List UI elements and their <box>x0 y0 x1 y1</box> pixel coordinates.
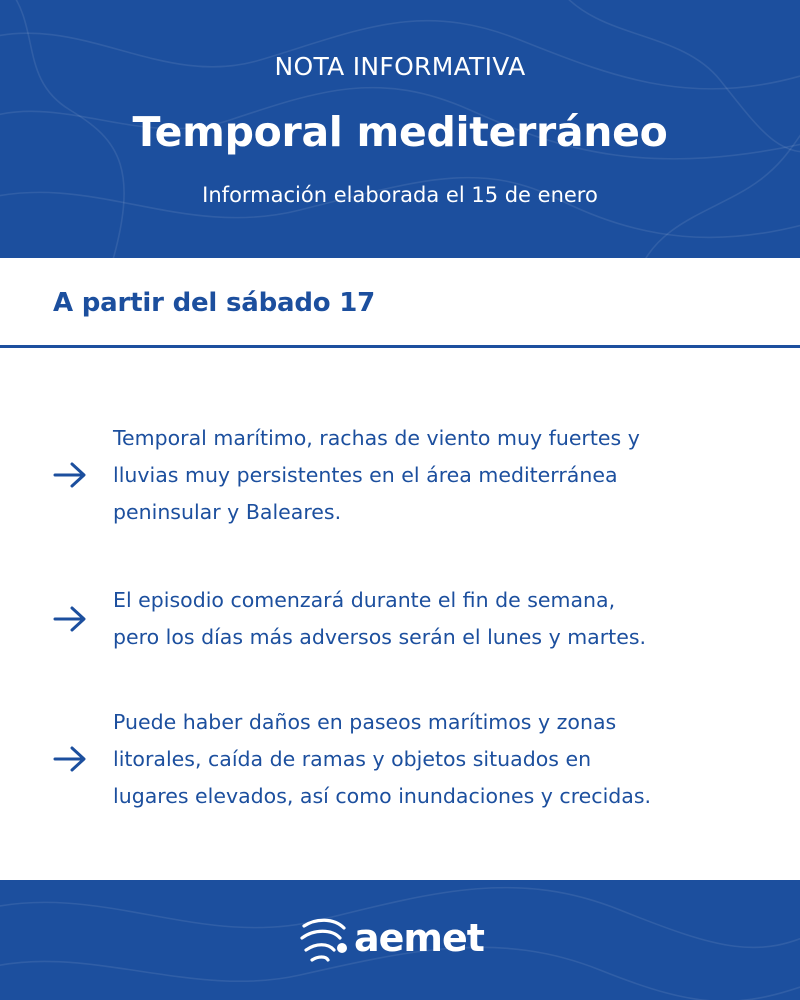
bullet-line: litorales, caída de ramas y objetos situados en <box>113 747 592 771</box>
footer-banner <box>0 880 800 1000</box>
list-item <box>0 420 800 531</box>
arrow-right-icon <box>52 744 88 774</box>
list-item <box>0 582 800 656</box>
note-type-label: NOTA INFORMATIVA <box>274 52 526 81</box>
aemet-logo-text: aemet <box>354 916 484 960</box>
bullet-text <box>113 704 773 815</box>
list-item <box>0 704 800 815</box>
bullet-line: peninsular y Baleares. <box>113 500 342 524</box>
bullet-list <box>0 348 800 880</box>
aemet-logo-icon <box>298 916 352 966</box>
section-header <box>0 258 800 348</box>
section-title: A partir del sábado 17 <box>53 288 376 318</box>
bullet-text <box>113 420 773 531</box>
bullet-line: lluvias muy persistentes en el área mediterránea <box>113 463 618 487</box>
bullet-line: Temporal marítimo, rachas de viento muy fuertes y <box>113 426 640 450</box>
bullet-line: lugares elevados, así como inundaciones y crecidas. <box>113 784 652 808</box>
arrow-right-icon <box>52 604 88 634</box>
issue-date-text: Información elaborada el 15 de enero <box>202 183 598 207</box>
bullet-line: Puede haber daños en paseos marítimos y zonas <box>113 710 617 734</box>
arrow-right-icon <box>52 460 88 490</box>
bullet-text <box>113 582 773 656</box>
page-title: Temporal mediterráneo <box>132 108 668 156</box>
bullet-line: El episodio comenzará durante el fin de semana, <box>113 588 616 612</box>
bullet-line: pero los días más adversos serán el lunes y martes. <box>113 625 647 649</box>
aemet-logo <box>298 916 508 966</box>
header-banner <box>0 0 800 258</box>
